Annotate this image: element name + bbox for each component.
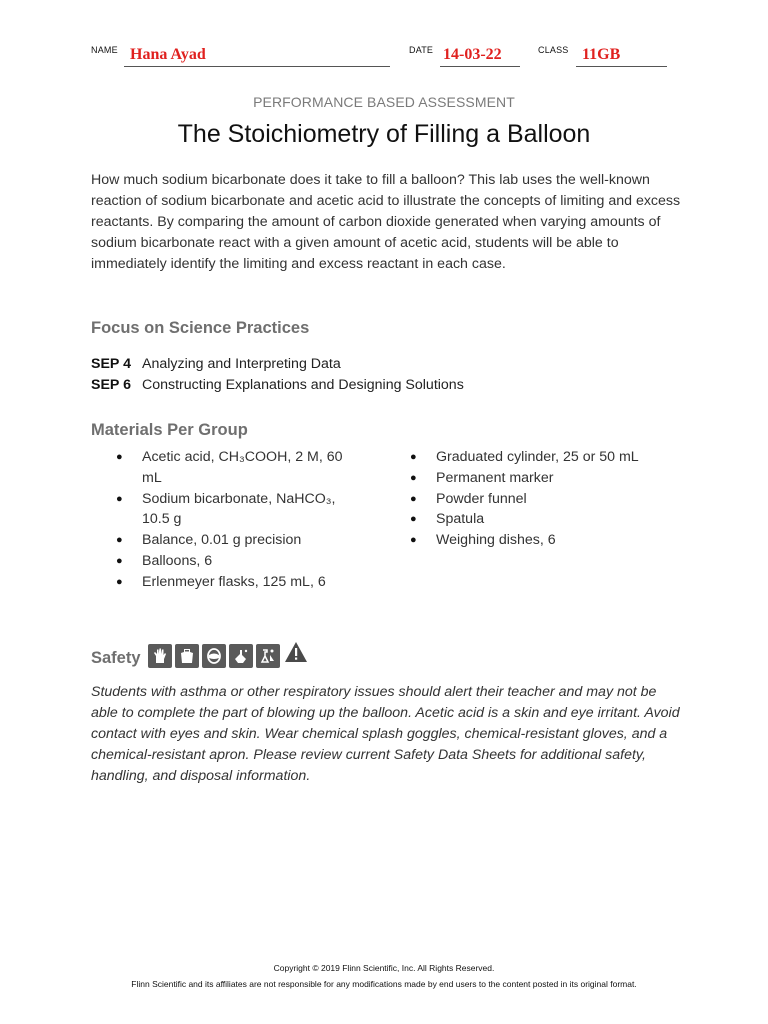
bullet-icon: ● xyxy=(116,534,123,547)
list-item xyxy=(408,468,678,489)
material-text: Powder funnel xyxy=(436,490,527,507)
material-text: Weighing dishes, 6 xyxy=(436,532,556,549)
list-item xyxy=(114,447,359,489)
name-value: Hana Ayad xyxy=(130,46,206,63)
material-text: Spatula xyxy=(436,511,485,528)
footer-disclaimer: Flinn Scientific and its affiliates are not responsible for any modifications made by end users to the content posted in its original format. xyxy=(131,979,637,989)
gloves-icon xyxy=(148,644,172,668)
list-item xyxy=(408,447,678,468)
bullet-icon: ● xyxy=(410,534,417,547)
bullet-icon: ● xyxy=(116,575,123,588)
intro-paragraph: How much sodium bicarbonate does it take to fill a balloon? This lab uses the well-known reaction of sodium bicarbonate and acetic acid to illustrate the concepts of limiting and excess reactants. By comparing the amount of carbon dioxide generated when varying amounts of sodium bicarbonate react with a given amount of acetic acid, students will be able to immediately identify the limiting and excess reactant in each case. xyxy=(91,172,681,272)
practice-text: Constructing Explanations and Designing Solutions xyxy=(142,377,464,393)
material-text: Erlenmeyer flasks, 125 mL, 6 xyxy=(142,573,326,590)
bullet-icon: ● xyxy=(410,451,417,463)
bullet-icon: ● xyxy=(410,513,417,526)
list-item xyxy=(114,572,359,593)
bullet-icon: ● xyxy=(116,451,123,463)
list-item xyxy=(114,551,359,572)
date-label: DATE xyxy=(409,45,434,55)
bullet-icon: ● xyxy=(410,471,417,484)
material-text: Sodium bicarbonate, NaHCO₃, 10.5 g xyxy=(142,490,336,528)
materials-heading: Materials Per Group xyxy=(91,421,248,439)
material-text: Permanent marker xyxy=(436,469,554,486)
material-text: Balance, 0.01 g precision xyxy=(142,532,302,549)
practice-item xyxy=(91,377,464,393)
warning-icon xyxy=(284,641,308,668)
bullet-icon: ● xyxy=(410,492,417,505)
hand-wash-icon xyxy=(229,644,253,668)
material-text: Balloons, 6 xyxy=(142,552,213,569)
safety-header xyxy=(91,636,308,668)
list-item xyxy=(114,530,359,551)
practice-code: SEP 6 xyxy=(91,377,131,393)
page-title: The Stoichiometry of Filling a Balloon xyxy=(177,120,591,148)
list-item xyxy=(408,489,678,510)
footer-copyright: Copyright © 2019 Flinn Scientific, Inc. All Rights Reserved. xyxy=(273,963,495,973)
practice-item xyxy=(91,356,341,372)
name-label: NAME xyxy=(91,45,118,55)
goggles-icon xyxy=(202,644,226,668)
material-text: Acetic acid, CH₃COOH, 2 M, 60 mL xyxy=(142,449,343,486)
material-text: Graduated cylinder, 25 or 50 mL xyxy=(436,449,639,465)
bullet-icon: ● xyxy=(116,492,123,505)
apron-icon xyxy=(175,644,199,668)
safety-heading: Safety xyxy=(91,649,141,667)
assessment-kicker: PERFORMANCE BASED ASSESSMENT xyxy=(253,94,515,110)
safety-paragraph: Students with asthma or other respiratory issues should alert their teacher and may not be able to complete the part of blowing up the balloon. Acetic acid is a skin and eye irritant. Avoid contact with eyes and skin. Wear chemical splash goggles, chemical-resistant gloves, and a chemical-resistant apron. Please review current Safety Data Sheets for additional safety, handling, and disposal information. xyxy=(91,684,680,784)
class-field[interactable] xyxy=(576,44,667,67)
list-item xyxy=(114,489,359,531)
materials-list-right xyxy=(408,447,678,551)
list-item xyxy=(408,530,678,551)
chemical-hazard-icon xyxy=(256,644,280,668)
class-value: 11GB xyxy=(582,46,621,63)
class-label: CLASS xyxy=(538,45,569,55)
date-field[interactable] xyxy=(440,44,520,67)
name-field[interactable] xyxy=(124,44,390,67)
practice-code: SEP 4 xyxy=(91,356,131,372)
focus-heading: Focus on Science Practices xyxy=(91,319,310,337)
materials-list-left xyxy=(114,447,359,593)
list-item xyxy=(408,509,678,530)
bullet-icon: ● xyxy=(116,554,123,567)
practice-text: Analyzing and Interpreting Data xyxy=(142,356,341,372)
date-value: 14-03-22 xyxy=(443,46,502,63)
